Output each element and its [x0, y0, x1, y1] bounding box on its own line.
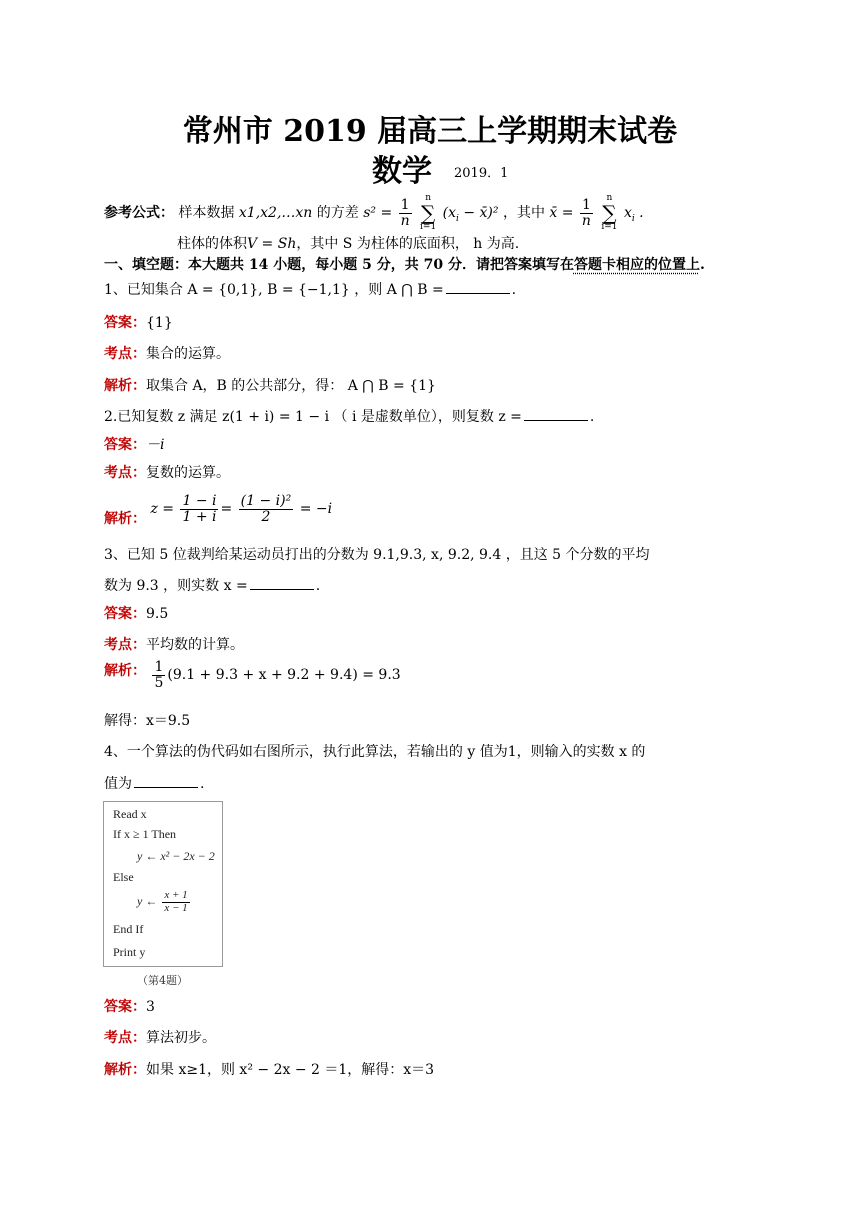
answer-blank [134, 775, 198, 788]
q1-stem: 1、已知集合 A = {0,1}, B = {−1,1} ，则 A ⋂ B = . [104, 282, 517, 298]
q4-stem-1: 4、一个算法的伪代码如右图所示，执行此算法，若输出的 y 值为1，则输入的实数 x 的 [104, 744, 646, 760]
q4-analysis-value: 如果 x≥1，则 x² − 2x − 2 ＝1，解得：x＝3 [146, 1062, 435, 1078]
formula-line-2 [177, 233, 519, 253]
analysis-label: 解析： [104, 663, 146, 680]
q2-expr-rhs: = −i [299, 501, 333, 518]
q2-point [104, 462, 230, 482]
page-title: 常州市 2019 届高三上学期期末试卷 [182, 114, 678, 149]
volume-desc: ，其中 S 为柱体的底面积， h 为高. [296, 236, 520, 252]
q3-frac-den: 5 [154, 674, 164, 691]
answer-blank [524, 408, 588, 421]
variance-fraction: $\frac{1}{n}$ [400, 196, 410, 229]
point-label: 考点： [104, 465, 146, 481]
q4-answer-value: 3 [146, 999, 155, 1015]
sum-symbol: n ∑ i=1 [420, 193, 437, 232]
code-line: If x ≥ 1 Then [113, 827, 177, 841]
volume-text: 柱体的体积 [177, 236, 247, 252]
figure-caption: （第4题） [137, 974, 188, 987]
q2-frac-1-num: 1 − i [182, 493, 217, 509]
mean-term: $x_i$ . [623, 205, 644, 224]
code-line: Print y [113, 945, 146, 959]
q3-expr: (9.1 + 9.3 + x + 9.2 + 9.4) = 9.3 [167, 667, 401, 684]
q2-frac-2-den: 2 [261, 508, 271, 525]
q3-solve: 解得：x＝9.5 [104, 713, 191, 729]
analysis-label: 解析： [104, 1062, 146, 1078]
q4-answer [104, 996, 155, 1016]
section-heading [104, 254, 705, 274]
q4-point-value: 算法初步。 [146, 1030, 216, 1046]
q3-stem-2: 数为 9.3 ，则实数 x = . [104, 578, 321, 594]
variance-term: ($x_i$ − x̄)² [442, 205, 499, 224]
q3-stem-1: 3、已知 5 位裁判给某运动员打出的分数为 9.1,9.3, x, 9.2, 9.4 ，且这 5 个分数的平均 [104, 547, 650, 563]
code-line: Else [113, 870, 134, 884]
variance-of: 的方差 [316, 205, 359, 221]
formula-label: 参考公式： [104, 205, 174, 221]
q2-frac-1 [180, 494, 218, 524]
variance-vars: x1,x2,…xn [238, 205, 313, 221]
point-label: 考点： [104, 346, 146, 362]
q1-analysis-value: 取集合 A，B 的公共部分，得： A ⋂ B = {1} [146, 378, 436, 394]
q1-stem-text: 1、已知集合 A = {0,1}, B = {−1,1} ，则 A ⋂ B = [104, 282, 444, 298]
code-line: Read x [113, 807, 147, 821]
q4-point [104, 1027, 216, 1047]
q3-stem-2-text: 数为 9.3 ，则实数 x = [104, 578, 248, 594]
answer-label: 答案： [104, 999, 146, 1015]
q2-analysis: 解析： z = $\frac{1 - i}{1 + i}$ = $\frac{\text{(1 − i)²}}{2}$ = −i [104, 493, 333, 528]
code-line [137, 890, 192, 914]
q4-stem-2: 值为 . [104, 776, 205, 792]
page-subtitle: 数学 [372, 154, 432, 189]
q2-answer [104, 434, 164, 454]
code-fraction-lhs: y ← [137, 893, 158, 908]
point-label: 考点： [104, 1030, 146, 1046]
pseudocode-figure [103, 801, 223, 967]
sum-symbol-2: n ∑ i=1 [601, 193, 618, 232]
q1-answer [104, 312, 173, 332]
code-line: y ← x² − 2x − 2 [137, 849, 215, 863]
answer-blank [250, 577, 314, 590]
q3-frac-num: 1 [154, 659, 164, 675]
mean-symbol: x̄ = [549, 205, 574, 221]
q1-point [104, 343, 230, 363]
q2-stem: 2.已知复数 z 满足 z(1 + i) = 1 − i （ i 是虚数单位），则复数 z = . [104, 409, 595, 425]
q3-answer [104, 603, 168, 623]
section-heading-end: . [699, 257, 705, 273]
q2-frac-2-num: (1 − i)² [240, 493, 292, 509]
q3-point-value: 平均数的计算。 [146, 637, 244, 653]
point-label: 考点： [104, 637, 146, 653]
answer-label: 答案： [104, 606, 146, 622]
code-line: End If [113, 922, 144, 936]
section-heading-dotted: 答题卡相应的位置上 [573, 257, 700, 273]
q3-point [104, 634, 244, 654]
where-text: ，其中 [502, 205, 545, 221]
q1-analysis [104, 375, 436, 395]
code-fraction-num: x + 1 [164, 889, 188, 901]
q2-frac-1-den: 1 + i [182, 508, 217, 525]
variance-text: 样本数据 [178, 205, 235, 221]
q2-expr-lhs: z = [150, 501, 175, 518]
analysis-label: 解析： [104, 378, 146, 394]
mean-fraction: $\frac{1}{n}$ [581, 196, 591, 229]
answer-label: 答案： [104, 315, 146, 331]
code-fraction [162, 890, 189, 914]
q2-stem-text: 2.已知复数 z 满足 z(1 + i) = 1 − i （ i 是虚数单位），则复数 z = [104, 409, 522, 425]
exam-date: 2019．1 [454, 166, 509, 181]
q4-analysis [104, 1059, 434, 1079]
answer-label: 答案： [104, 437, 146, 453]
volume-formula: V = Sh [247, 236, 297, 252]
q3-answer-value: 9.5 [146, 606, 169, 622]
answer-blank [446, 281, 510, 294]
q3-frac [152, 660, 165, 690]
q1-point-value: 集合的运算。 [146, 346, 230, 362]
variance-symbol: s² = [363, 205, 393, 221]
analysis-label: 解析： [104, 511, 146, 528]
q2-point-value: 复数的运算。 [146, 465, 230, 481]
q1-answer-value: {1} [146, 315, 173, 331]
q4-stem-2-text: 值为 [104, 776, 132, 792]
q2-frac-2 [239, 494, 294, 524]
q3-analysis [104, 660, 401, 690]
formula-line-1 [104, 194, 644, 232]
code-fraction-den: x − 1 [164, 901, 188, 914]
q2-answer-value: －i [146, 437, 165, 453]
section-heading-text: 一、填空题：本大题共 14 小题，每小题 5 分，共 70 分．请把答案填写在 [104, 257, 574, 273]
